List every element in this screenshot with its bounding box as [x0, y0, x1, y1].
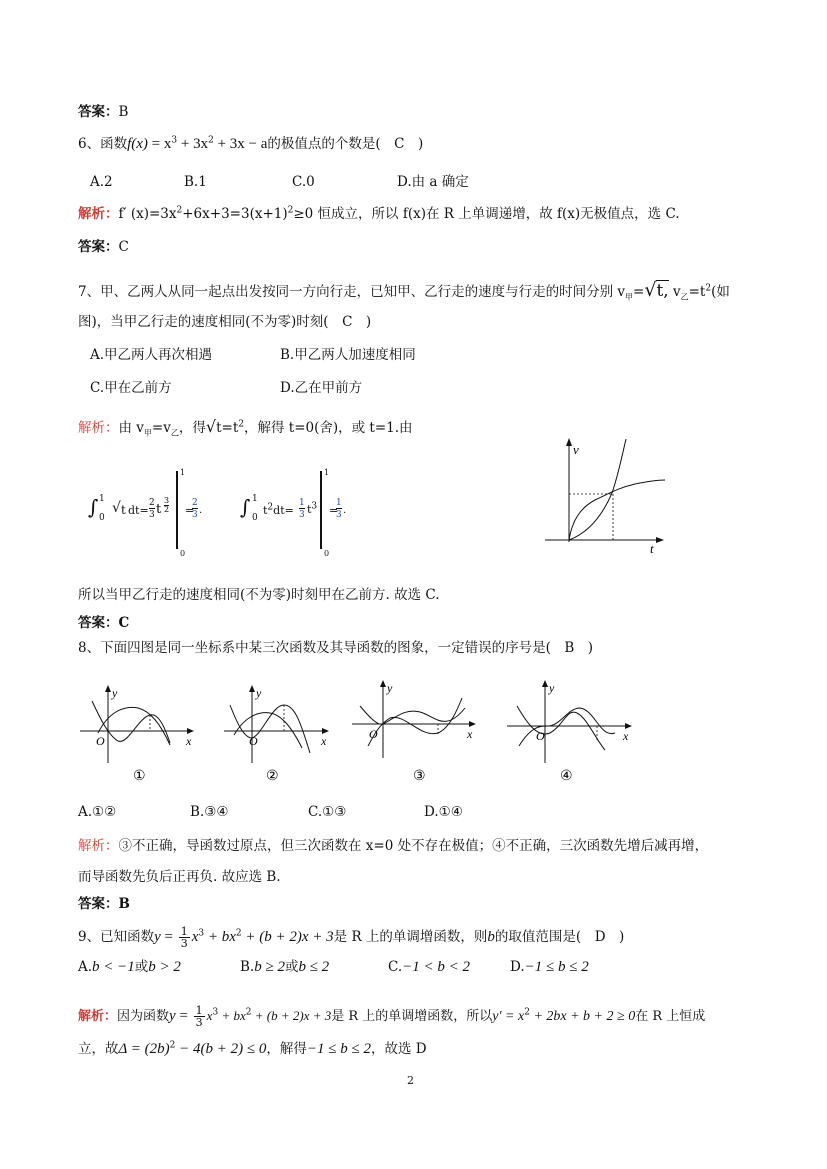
graph-1 [78, 683, 198, 783]
q9-an1-b: 是 R 上的单调增函数，所以 [331, 1009, 493, 1024]
q6-term3: + 3x − a [213, 136, 268, 152]
origin-label: O [536, 729, 545, 743]
int2-tpow [307, 503, 317, 516]
evaluation-bar [320, 471, 322, 549]
q6-analysis-b: +6x+3=3(x+1) [182, 206, 288, 222]
graph-label: ① [133, 769, 146, 783]
origin-label: O [369, 727, 378, 741]
q8-analysis-line1 [78, 837, 708, 855]
q7-stem-line1: 7、甲、乙两人从同一起点出发按同一方向行走，已知甲、乙行走的速度与行走的时间分别 $v_甲=√t$, $v_乙=t^2$(如 [78, 279, 730, 302]
curve-sqrt-t [569, 480, 665, 540]
q7-conclusion: 所以当甲乙行走的速度相同(不为零)时刻甲在乙前方. 故选 C. [78, 587, 440, 603]
int2-coef-den: 3 [299, 510, 305, 520]
graph-2 [222, 683, 337, 783]
y-label: y [387, 681, 393, 695]
int2-integrand: $t^2dt=$ [263, 502, 294, 517]
q7-option-d: D.乙在甲前方 [280, 380, 363, 396]
q9-y: y [154, 929, 161, 945]
derivative-curve [368, 698, 462, 746]
origin-label: O [249, 734, 258, 748]
opt-letter: A. [78, 959, 93, 975]
frac-num: 1 [180, 925, 188, 938]
answer-value: B [118, 896, 130, 912]
opt-letter: C. [388, 959, 403, 975]
q9-an2-f: ，故选 D [370, 1041, 427, 1057]
q8-answer [78, 895, 130, 913]
q6-term2: + 3x [177, 136, 209, 152]
q7-option-b: B.甲乙两人加速度相同 [280, 347, 416, 363]
page-number: 2 [407, 1074, 414, 1087]
q7-option-a: A.甲乙两人再次相遇 [90, 347, 213, 363]
frac-num: 1 [195, 1004, 203, 1017]
q9-option-d [510, 958, 589, 976]
q6-eq: = x [147, 136, 172, 152]
int1-eq: = [185, 504, 195, 517]
v-axis-arrow [566, 438, 572, 446]
answer-value: C [118, 239, 129, 255]
analysis-label: 解析： [78, 206, 119, 222]
q7-sub-yi: 乙 [680, 292, 689, 302]
q6-analysis-a: f′ (x)=3x [118, 206, 177, 222]
y-axis-arrow [249, 685, 255, 692]
opt-expr1: b < −1 [92, 959, 135, 975]
q9-y: y [169, 1008, 176, 1024]
t-label: t [650, 541, 654, 556]
bar-bottom: 0 [180, 549, 186, 558]
opt-expr: −1 ≤ b ≤ 2 [524, 959, 589, 975]
q6-stem: 6、函数$f(x) = x^3 + 3x^2 + 3x - a$的极值点的个数是( C ) [78, 135, 424, 152]
q8-analysis-text1: ③不正确，导函数过原点，但三次函数在 x=0 处不存在极值；④不正确，三次函数先增后减再增， [118, 838, 709, 854]
velocity-time-graph [540, 436, 670, 561]
int2-t: t [263, 504, 268, 517]
int2-lower: 0 [252, 513, 258, 523]
q5-answer [78, 103, 128, 121]
q7-analysis-d: t=t [216, 420, 239, 436]
analysis-label: 解析： [78, 420, 119, 436]
frac-den: 3 [180, 937, 188, 950]
bar-top: 1 [180, 468, 186, 477]
q9-eq: = [160, 929, 177, 945]
bar-top: 1 [324, 468, 330, 477]
q8-option-a: A.①② [78, 804, 117, 820]
q7-sub-jia: 甲 [143, 428, 152, 438]
q9-poly-b: + bx [204, 929, 236, 945]
q9-option-c [388, 958, 470, 976]
int1-coef-den: 3 [149, 510, 155, 520]
q6-tail: 的极值点的个数是( C ) [267, 136, 424, 152]
q8-analysis-line2: 而导函数先负后正再负. 故应选 B. [78, 869, 281, 885]
q7-analysis: 解析：由 $v_甲=v_乙$，得$√t=t^2$，解得 t=0(舍)，或 t=1.由 [78, 417, 413, 438]
evaluation-bar [176, 471, 178, 549]
graph-label: ② [266, 769, 279, 783]
x-label: x [467, 727, 473, 741]
q9-an1-c: y′ = x [492, 1009, 525, 1024]
int1-dot: . [199, 505, 203, 516]
analysis-label: 解析： [78, 1009, 118, 1024]
q7-analysis-e: ，解得 t=0(舍)，或 t=1.由 [243, 420, 413, 436]
int2-result-num: 1 [336, 498, 342, 508]
opt-letter: B. [240, 959, 255, 975]
q7-text-d: v [668, 284, 681, 300]
q9-analysis-line1: 解析：因为函数y = $\frac{1}{3}$ $x^3 + bx^2 + (b + 2)x + 3$是 R 上的单调增函数，所以$y' = x^2 + 2bx + b + 2 \ge 0$在 R 上恒成 [78, 1004, 706, 1029]
opt-expr: −1 < b < 2 [402, 959, 471, 975]
opt-expr1: b ≥ 2 [254, 959, 285, 975]
int2-dot: . [343, 505, 347, 516]
opt-expr2: b ≤ 2 [298, 959, 330, 975]
int2-coef-num: 1 [299, 498, 305, 508]
q6-analysis: 解析：f′ $(x)=3x^2+6x+3=3(x+1)^2\ge 0$ 恒成立，所以 f(x)在 R 上单调递增，故 f(x)无极值点，选 C. [78, 205, 680, 222]
int1-upper: 1 [99, 494, 105, 504]
answer-value: B [118, 104, 129, 120]
q7-option-c: C.甲在乙前方 [90, 380, 172, 396]
q6-answer [78, 238, 129, 256]
q9-fraction [179, 926, 190, 949]
q9-an2-e: −1 ≤ b ≤ 2 [306, 1041, 371, 1057]
graph-label: ③ [413, 769, 426, 783]
answer-label: 答案： [78, 615, 119, 631]
graph-label: ④ [560, 769, 573, 783]
int1-t: t [121, 503, 126, 517]
q6-option-c: C.0 [292, 174, 315, 190]
y-label: y [112, 686, 118, 700]
q9-an2-a: 立，故 [78, 1041, 119, 1057]
int1-exp-num: 3 [164, 496, 170, 505]
opt-letter: D. [510, 959, 525, 975]
y-axis-arrow [105, 685, 111, 692]
int1-result-den: 3 [192, 510, 198, 520]
answer-value: C [118, 615, 130, 631]
q7-text-e: =t [688, 284, 706, 300]
integral-sign: ∫ [88, 495, 99, 519]
q9-an1-d: + 2bx + b + 2 ≥ 0 [529, 1009, 636, 1024]
q7-sub-yi: 乙 [170, 428, 179, 438]
frac-den: 3 [195, 1016, 203, 1029]
t-axis-arrow [656, 537, 664, 543]
y-axis-arrow [542, 680, 548, 687]
q7-analysis-a: 由 v [118, 420, 144, 436]
sqrt-sign: √ [112, 500, 121, 516]
q6-option-a: A.2 [90, 174, 113, 190]
opt-or: 或 [284, 959, 299, 975]
q7-text-b: = [633, 284, 645, 300]
q6-analysis-c: ≥0 恒成立，所以 f(x)在 R 上单调递增，故 f(x)无极值点，选 C. [293, 206, 680, 222]
derivative-curve [98, 707, 170, 745]
int1-dt: dt= [128, 504, 149, 517]
answer-label: 答案： [78, 104, 119, 120]
int1-t2: t [156, 502, 162, 517]
q7-text-a: 7、甲、乙两人从同一起点出发按同一方向行走，已知甲、乙行走的速度与行走的时间分别 v [78, 284, 626, 300]
q6-option-b: B.1 [184, 174, 207, 190]
q9-poly-c: + (b + 2)x + 3 [241, 929, 334, 945]
q7-sub-jia: 甲 [625, 292, 634, 302]
q7-analysis-c: ，得 [178, 420, 206, 436]
q6-number: 6、函数 [78, 136, 128, 152]
int2-upper: 1 [252, 494, 258, 504]
answer-label: 答案： [78, 896, 119, 912]
q7-analysis-b: =v [151, 420, 171, 436]
opt-expr2: b > 2 [148, 959, 181, 975]
int1-lower: 0 [99, 513, 105, 523]
q9-an2-c: − 4(b + 2) ≤ 0 [175, 1041, 267, 1057]
int1-result-num: 2 [192, 498, 198, 508]
q9-poly-b: + bx [218, 1008, 246, 1023]
int2-exp: 3 [311, 501, 318, 512]
q9-poly-a: x [206, 1008, 213, 1023]
q8-option-c: C.①③ [308, 804, 347, 820]
x-label: x [321, 734, 327, 748]
int2-result-den: 3 [336, 510, 342, 520]
q9-eq: = [175, 1008, 192, 1024]
q9-tail-b: 的取值范围是( D ) [494, 929, 625, 945]
graph-3 [350, 678, 485, 783]
derivative-curve [517, 706, 605, 750]
q7-stem-line2: 图)，当甲乙行走的速度相同(不为零)时刻( C ) [78, 314, 372, 330]
integral-sign: ∫ [240, 495, 251, 519]
derivative-curve [234, 713, 302, 748]
y-label: y [549, 681, 555, 695]
sqrt-sign: √ [205, 417, 217, 436]
q8-option-d: D.①④ [424, 804, 463, 820]
q9-fraction [194, 1005, 205, 1028]
q9-b: b [487, 929, 495, 945]
int1-coef-num: 2 [149, 498, 155, 508]
q9-stem: 9、已知函数y = $\frac{1}{3}$ $x^3 + bx^2 + (b + 2)x + 3$是 R 上的单调增函数，则b的取值范围是( D ) [78, 925, 625, 950]
q9-an2-d: ，解得 [266, 1041, 307, 1057]
x-label: x [186, 734, 192, 748]
v-label: v [573, 442, 579, 457]
opt-or: 或 [134, 959, 149, 975]
sqrt-sign: √ [644, 279, 657, 301]
int2-dt: dt= [273, 504, 294, 517]
int2-eq: = [329, 504, 339, 517]
analysis-label: 解析： [78, 838, 119, 854]
q6-option-d: D.由 a 确定 [397, 174, 469, 190]
answer-label: 答案： [78, 239, 119, 255]
q7-answer [78, 614, 129, 632]
graph-4 [505, 678, 640, 783]
q9-number: 9、已知函数 [78, 929, 155, 945]
q9-poly-a: x [191, 929, 199, 945]
cubic-curve [519, 708, 615, 746]
bar-bottom: 0 [324, 549, 330, 558]
q9-analysis-line2: 立，故$\Delta = (2b)^2 - 4(b + 2) \le 0$，解得−1 ≤ b ≤ 2，故选 D [78, 1040, 427, 1057]
q6-fx: f(x) [127, 136, 148, 152]
cubic-curve [230, 705, 310, 753]
int1-exp-den: 2 [164, 505, 170, 514]
cubic-curve [360, 706, 465, 724]
x-label: x [623, 729, 629, 743]
q8-stem: 8、下面四图是同一坐标系中某三次函数及其导函数的图象，一定错误的序号是( B ) [78, 640, 594, 656]
q9-poly-c: + (b + 2)x + 3 [251, 1008, 332, 1023]
q8-option-b: B.③④ [190, 804, 229, 820]
int2-t2: t [307, 503, 312, 516]
q9-option-a [78, 958, 181, 976]
integral-1 [88, 465, 203, 560]
q9-an1-e: 在 R 上恒成 [635, 1009, 706, 1024]
y-label: y [256, 686, 262, 700]
q9-tail-a: 是 R 上的单调增函数，则 [333, 929, 488, 945]
q9-option-b [240, 958, 329, 976]
origin-label: O [96, 734, 105, 748]
integral-2 [240, 465, 360, 560]
q9-an2-b: Δ = (2b) [118, 1041, 170, 1057]
q7-text-f: (如 [711, 284, 730, 300]
q9-an1-a: 因为函数 [117, 1009, 170, 1024]
y-axis-arrow [380, 680, 386, 687]
q7-sqrt-t: t, [656, 281, 669, 301]
